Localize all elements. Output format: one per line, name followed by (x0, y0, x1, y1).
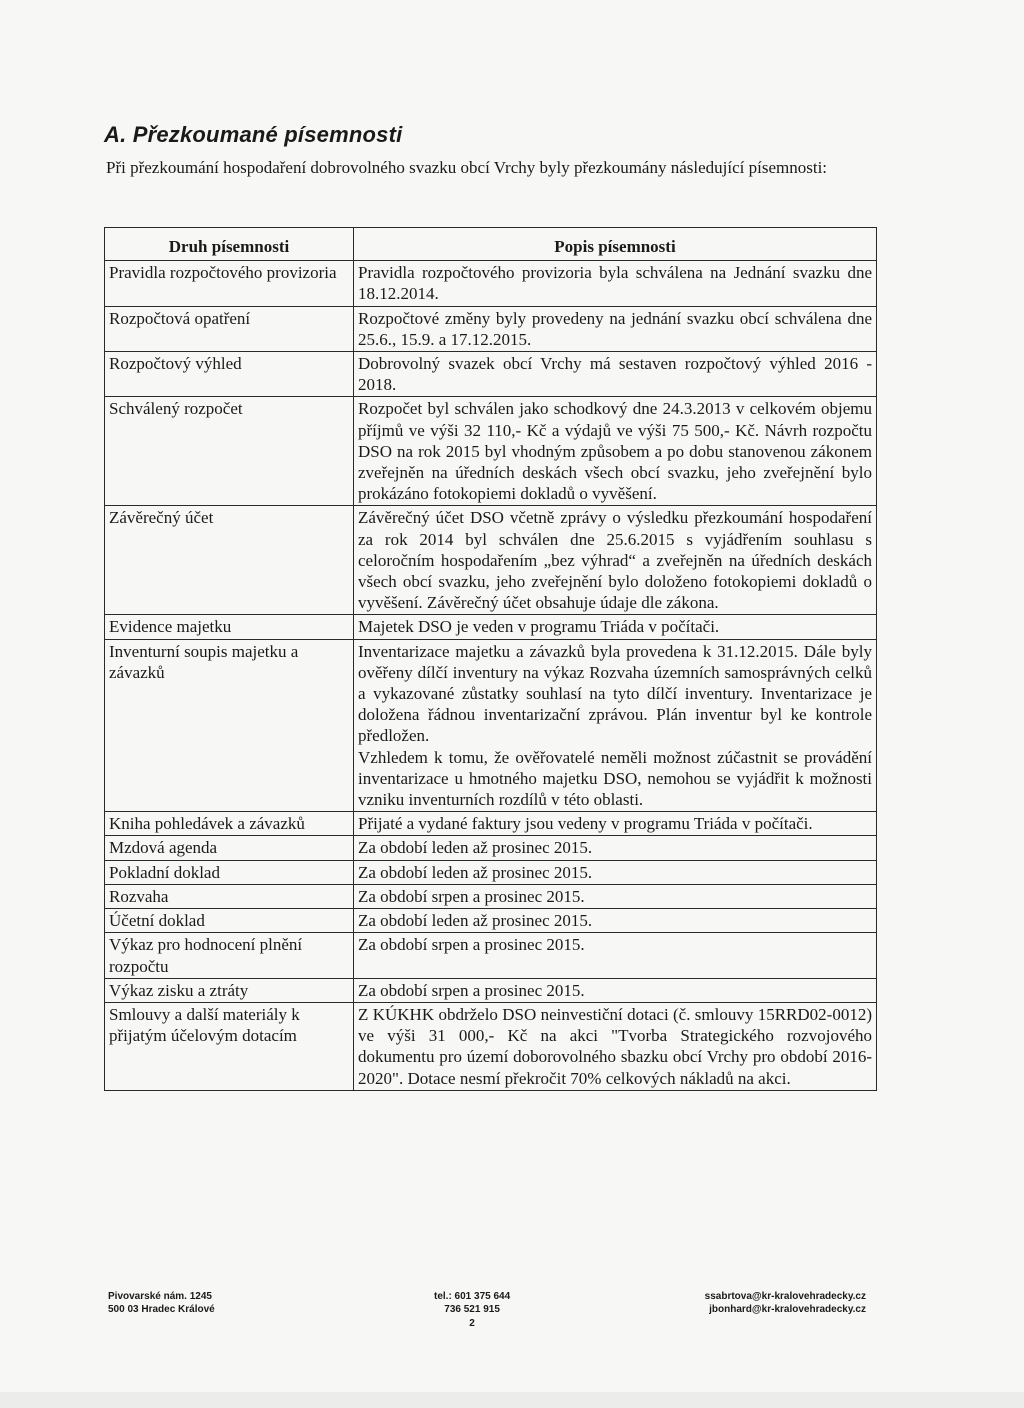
document-type: Účetní doklad (105, 909, 354, 933)
address-city: 500 03 Hradec Králové (108, 1304, 215, 1315)
document-type: Výkaz zisku a ztráty (105, 978, 354, 1002)
document-description: Za období srpen a prosinec 2015. (354, 933, 877, 978)
document-description: Za období leden až prosinec 2015. (354, 836, 877, 860)
table-row (105, 352, 877, 397)
document-description: Rozpočet byl schválen jako schodkový dne 24.3.2013 v celkovém objemu příjmů ve výši 32 110,- Kč a výdajů ve výši 75 500,- Kč. Návrh rozpočtu DSO na rok 2015 byl vhodným způsobem a po dobu stanovenou zákonem zveřejněn na úředních deskách všech obcí svazku, jeho zveřejnění bylo prokázáno fotokopiemi dokladů o vyvěšení. (354, 397, 877, 506)
table-row (105, 639, 877, 812)
document-type: Evidence majetku (105, 615, 354, 639)
description-paragraph: Vzhledem k tomu, že ověřovatelé neměli možnost zúčastnit se provádění inventarizace u hmotného majetku DSO, nemohou se vyjádřit k možnosti vzniku inventurních rozdílů v této oblasti. (358, 747, 872, 810)
document-description: Za období srpen a prosinec 2015. (354, 884, 877, 908)
document-type: Mzdová agenda (105, 836, 354, 860)
table-row (105, 860, 877, 884)
document-type: Smlouvy a další materiály k přijatým účelovým dotacím (105, 1002, 354, 1090)
page-number: 2 (469, 1318, 475, 1329)
document-description: Přijaté a vydané faktury jsou vedeny v programu Triáda v počítači. (354, 812, 877, 836)
column-header-type: Druh písemnosti (105, 228, 354, 261)
description-paragraph: Inventarizace majetku a závazků byla provedena k 31.12.2015. Dále byly ověřeny dílčí inventury na výkaz Rozvaha územních samosprávných celků a vykazované zůstatky souhlasí na tyto dílčí inventury. Inventarizace je doložena řádnou inventarizační zprávou. Plán inventur byl ke kontrole předložen. (358, 641, 872, 746)
document-type: Schválený rozpočet (105, 397, 354, 506)
document-type: Pravidla rozpočtového provizoria (105, 261, 354, 306)
document-type: Závěrečný účet (105, 506, 354, 615)
document-description: Za období srpen a prosinec 2015. (354, 978, 877, 1002)
document-description (354, 639, 877, 812)
footer-address (108, 1290, 215, 1316)
document-description: Dobrovolný svazek obcí Vrchy má sestaven rozpočtový výhled 2016 - 2018. (354, 352, 877, 397)
document-type: Inventurní soupis majetku a závazků (105, 639, 354, 812)
document-type: Pokladní doklad (105, 860, 354, 884)
table-row (105, 812, 877, 836)
document-type: Kniha pohledávek a závazků (105, 812, 354, 836)
table-row (105, 506, 877, 615)
table-row (105, 261, 877, 306)
document-description: Rozpočtové změny byly provedeny na jednání svazku obcí schválena dne 25.6., 15.9. a 17.12.2015. (354, 306, 877, 351)
section-heading: A. Přezkoumané písemnosti (104, 122, 403, 147)
document-type: Výkaz pro hodnocení plnění rozpočtu (105, 933, 354, 978)
column-header-description: Popis písemnosti (354, 228, 877, 261)
table-row (105, 884, 877, 908)
table-row (105, 615, 877, 639)
table-row (105, 909, 877, 933)
document-type: Rozvaha (105, 884, 354, 908)
scan-border (0, 1392, 1024, 1408)
document-type: Rozpočtový výhled (105, 352, 354, 397)
table-row (105, 1002, 877, 1090)
table-row (105, 397, 877, 506)
table-header-row (105, 228, 877, 261)
table-row (105, 933, 877, 978)
footer-emails (640, 1290, 866, 1316)
footer-phone (434, 1290, 510, 1330)
table-row (105, 978, 877, 1002)
document-type: Rozpočtová opatření (105, 306, 354, 351)
phone-number: 736 521 915 (444, 1304, 500, 1315)
document-description: Majetek DSO je veden v programu Triáda v počítači. (354, 615, 877, 639)
phone-number: tel.: 601 375 644 (434, 1291, 511, 1302)
document-description: Závěrečný účet DSO včetně zprávy o výsledku přezkoumání hospodaření za rok 2014 byl schválen dne 25.6.2015 s vyjádřením souhlasu s celoročním hospodařením „bez výhrad“ a zveřejněn na úředních deskách všech obcí svazku, jeho zveřejnění bylo doloženo fotokopiemi dokladů o vyvěšení. Závěrečný účet obsahuje údaje dle zákona. (354, 506, 877, 615)
table-row (105, 836, 877, 860)
document-description: Za období leden až prosinec 2015. (354, 909, 877, 933)
address-street: Pivovarské nám. 1245 (108, 1291, 212, 1302)
documents-table (104, 227, 877, 1091)
intro-paragraph: Při přezkoumání hospodaření dobrovolného svazku obcí Vrchy byly přezkoumány následující písemnosti: (106, 158, 828, 177)
document-description: Pravidla rozpočtového provizoria byla schválena na Jednání svazku dne 18.12.2014. (354, 261, 877, 306)
table-row (105, 306, 877, 351)
email-address: ssabrtova@kr-kralovehradecky.cz (704, 1291, 866, 1302)
email-address: jbonhard@kr-kralovehradecky.cz (709, 1304, 866, 1315)
document-description: Z KÚKHK obdrželo DSO neinvestiční dotaci (č. smlouvy 15RRD02-0012) ve výši 31 000,- Kč na akci "Tvorba Strategického rozvojového dokumentu pro území doborovolného sbazku obcí Vrchy pro období 2016-2020". Dotace nesmí překročit 70% celkových nákladů na akci. (354, 1002, 877, 1090)
document-description: Za období leden až prosinec 2015. (354, 860, 877, 884)
